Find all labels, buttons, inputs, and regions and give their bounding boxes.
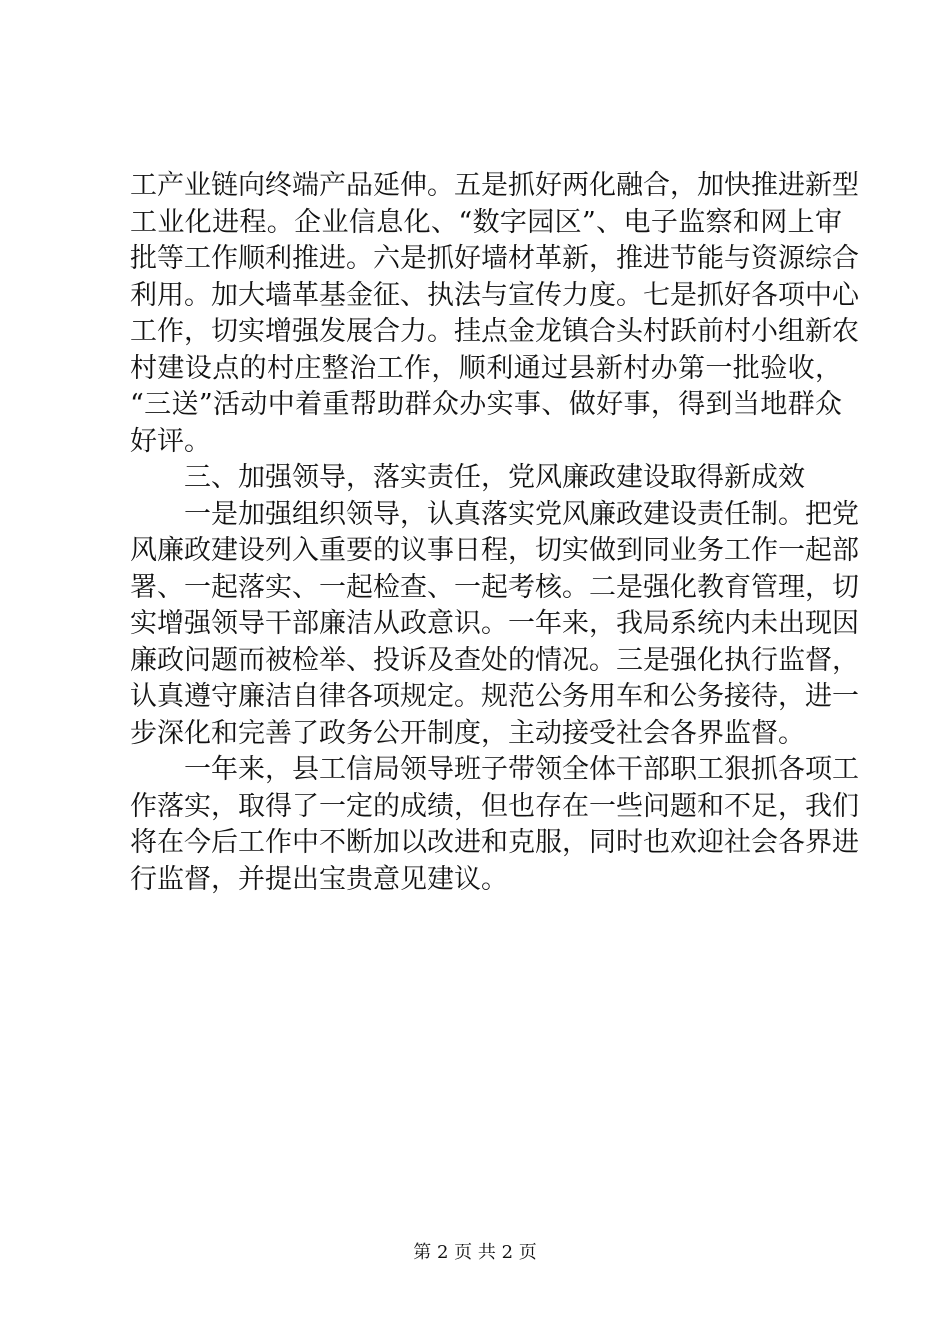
text-line: 一年来，县工信局领导班子带领全体干部职工狠抓各项工 <box>184 754 859 785</box>
page-number-footer: 第 2 页 共 2 页 <box>413 1242 537 1263</box>
text-line: 实增强领导干部廉洁从政意识。一年来，我局系统内未出现因 <box>130 608 859 639</box>
text-line: 利用。加大墙革基金征、执法与宣传力度。七是抓好各项中心 <box>130 279 859 311</box>
text-line: “三送”活动中着重帮助群众办实事、做好事，得到当地群众 <box>130 389 842 420</box>
text-line: 作落实，取得了一定的成绩，但也存在一些问题和不足，我们 <box>130 790 859 822</box>
text-line: 将在今后工作中不断加以改进和克服，同时也欢迎社会各界进 <box>130 827 859 858</box>
text-line: 步深化和完善了政务公开制度，主动接受社会各界监督。 <box>130 717 805 749</box>
text-line: 一是加强组织领导，认真落实党风廉政建设责任制。把党 <box>184 498 859 530</box>
section-heading: 三、加强领导，落实责任，党风廉政建设取得新成效 <box>184 462 805 493</box>
text-line: 批等工作顺利推进。六是抓好墙材革新，推进节能与资源综合 <box>130 243 859 274</box>
text-line: 工产业链向终端产品延伸。五是抓好两化融合，加快推进新型 <box>130 170 859 201</box>
text-line: 风廉政建设列入重要的议事日程，切实做到同业务工作一起部 <box>130 535 859 566</box>
text-line: 工业化进程。企业信息化、“数字园区”、电子监察和网上审 <box>130 206 842 238</box>
text-line: 署、一起落实、一起检查、一起考核。二是强化教育管理，切 <box>130 571 859 603</box>
text-line: 好评。 <box>130 425 211 457</box>
text-line: 行监督，并提出宝贵意见建议。 <box>130 863 508 895</box>
text-line: 工作，切实增强发展合力。挂点金龙镇合头村跃前村小组新农 <box>130 316 859 347</box>
document-body <box>130 168 859 898</box>
text-line: 廉政问题而被检举、投诉及查处的情况。三是强化执行监督， <box>130 644 859 676</box>
text-line: 认真遵守廉洁自律各项规定。规范公务用车和公务接待，进一 <box>130 681 859 712</box>
text-line: 村建设点的村庄整治工作，顺利通过县新村办第一批验收， <box>130 352 842 384</box>
